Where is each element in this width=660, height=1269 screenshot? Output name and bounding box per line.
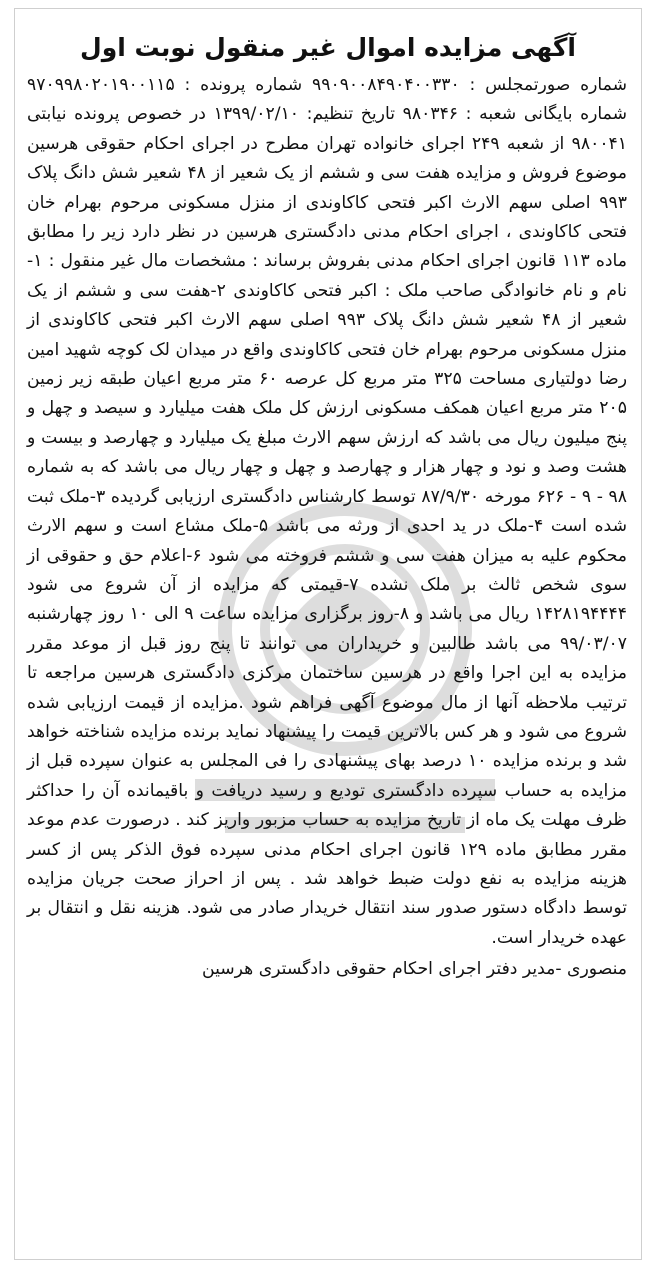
notice-signature: منصوری -مدیر دفتر اجرای احکام حقوقی دادگستری هرسین — [202, 959, 627, 980]
notice-title: آگهی مزایده اموال غیر منقول نوبت اول — [80, 33, 576, 62]
auction-notice — [14, 8, 642, 1260]
notice-body: شماره صورتمجلس : ۹۹۰۹۰۰۸۴۹۰۴۰۰۳۳۰ شماره پرونده : ۹۷۰۹۹۸۰۲۰۱۹۰۰۱۱۵ شماره بایگانی شعبه : ۹۸۰۳۴۶ تاریخ تنظیم: ۱۳۹۹/۰۲/۱۰ در خصوص پرونده نیابتی ۹۸۰۰۴۱ از شعبه ۲۴۹ اجرای خانواده تهران مطرح در اجرای احکام حقوقی هرسین موضوع فروش و مزایده هفت سی و ششم از یک شعیر از ۴۸ شعیر شش دانگ پلاک ۹۹۳ اصلی سهم الارث اکبر فتحی کاکاوندی از منزل مسکونی مرحوم بهرام خان فتحی کاکاوندی ، اجرای احکام مدنی دادگستری هرسین در نظر دارد زیر را مطابق ماده ۱۱۳ قانون اجرای احکام مدنی بفروش برساند : مشخصات مال غیر منقول : ۱-نام و نام خانوادگی صاحب ملک : اکبر فتحی کاکاوندی ۲-هفت سی و ششم از یک شعیر از ۴۸ شعیر شش دانگ پلاک ۹۹۳ اصلی سهم الارث اکبر فتحی کاکاوندی از منزل مسکونی مرحوم بهرام خان فتحی کاکاوندی واقع در میدان لک کوچه شهید امین رضا دولتیاری مساحت ۳۲۵ متر مربع کل عرصه ۶۰ متر مربع اعیان طبقه زیر زمین ۲۰۵ متر مربع اعیان همکف مسکونی ارزش کل ملک هفت میلیارد و سیصد و چهل و پنج میلیون ریال می باشد که ارزش سهم الارث مبلغ یک میلیارد و چهارصد و بیست و هشت وصد و نود و چهار هزار و چهارصد و چهل و چهار ریال می باشد که به شماره ۹۸ - ۹ - ۶۲۶ مورخه ۸۷/۹/۳۰ توسط کارشناس دادگستری ارزیابی گردیده ۳-ملک ثبت شده است ۴-ملک در ید احدی از ورثه می باشد ۵-ملک مشاع است و سهم الارث محکوم علیه به میزان هفت سی و ششم فروخته می شود ۶-اعلام حق و حقوقی از سوی شخص ثالث بر ملک نشده ۷-قیمتی که مزایده از آن شروع می شود ۱۴۲۸۱۹۴۴۴۴ ریال می باشد و ۸-روز برگزاری مزایده ساعت ۹ الی ۱۰ روز چهارشنبه ۹۹/۰۳/۰۷ می باشد طالبین و خریداران می توانند تا پنج روز قبل از موعد مقرر مزایده به این اجرا واقع در هرسین ساختمان مرکزی دادگستری هرسین مراجعه تا ترتیب ملاحظه آنها از مال موضوع آگهی فراهم شود .مزایده از قیمت ارزیابی شده شروع می شود و هر کس بالاترین قیمت را پیشنهاد نماید برنده مزایده شناخته خواهد شد و برنده مزایده ۱۰ درصد بهای پیشنهادی را فی المجلس به عنوان سپرده قبل از مزایده به حساب سپرده دادگستری تودیع و رسید دریافت و باقیمانده آن را حداکثر ظرف مهلت یک ماه از تاریخ مزایده به حساب مزبور واریز کند . درصورت عدم موعد مقرر مطابق ماده ۱۲۹ قانون اجرای احکام مدنی سپرده فوق الذکر پس از کسر هزینه مزایده به نفع دولت ضبط خواهد شد . پس از احراز صحت جریان مزایده توسط دادگاه دستور صدور سند انتقال خریدار صادر می شود. هزینه نقل و انتقال بر عهده خریدار است. — [27, 75, 628, 948]
